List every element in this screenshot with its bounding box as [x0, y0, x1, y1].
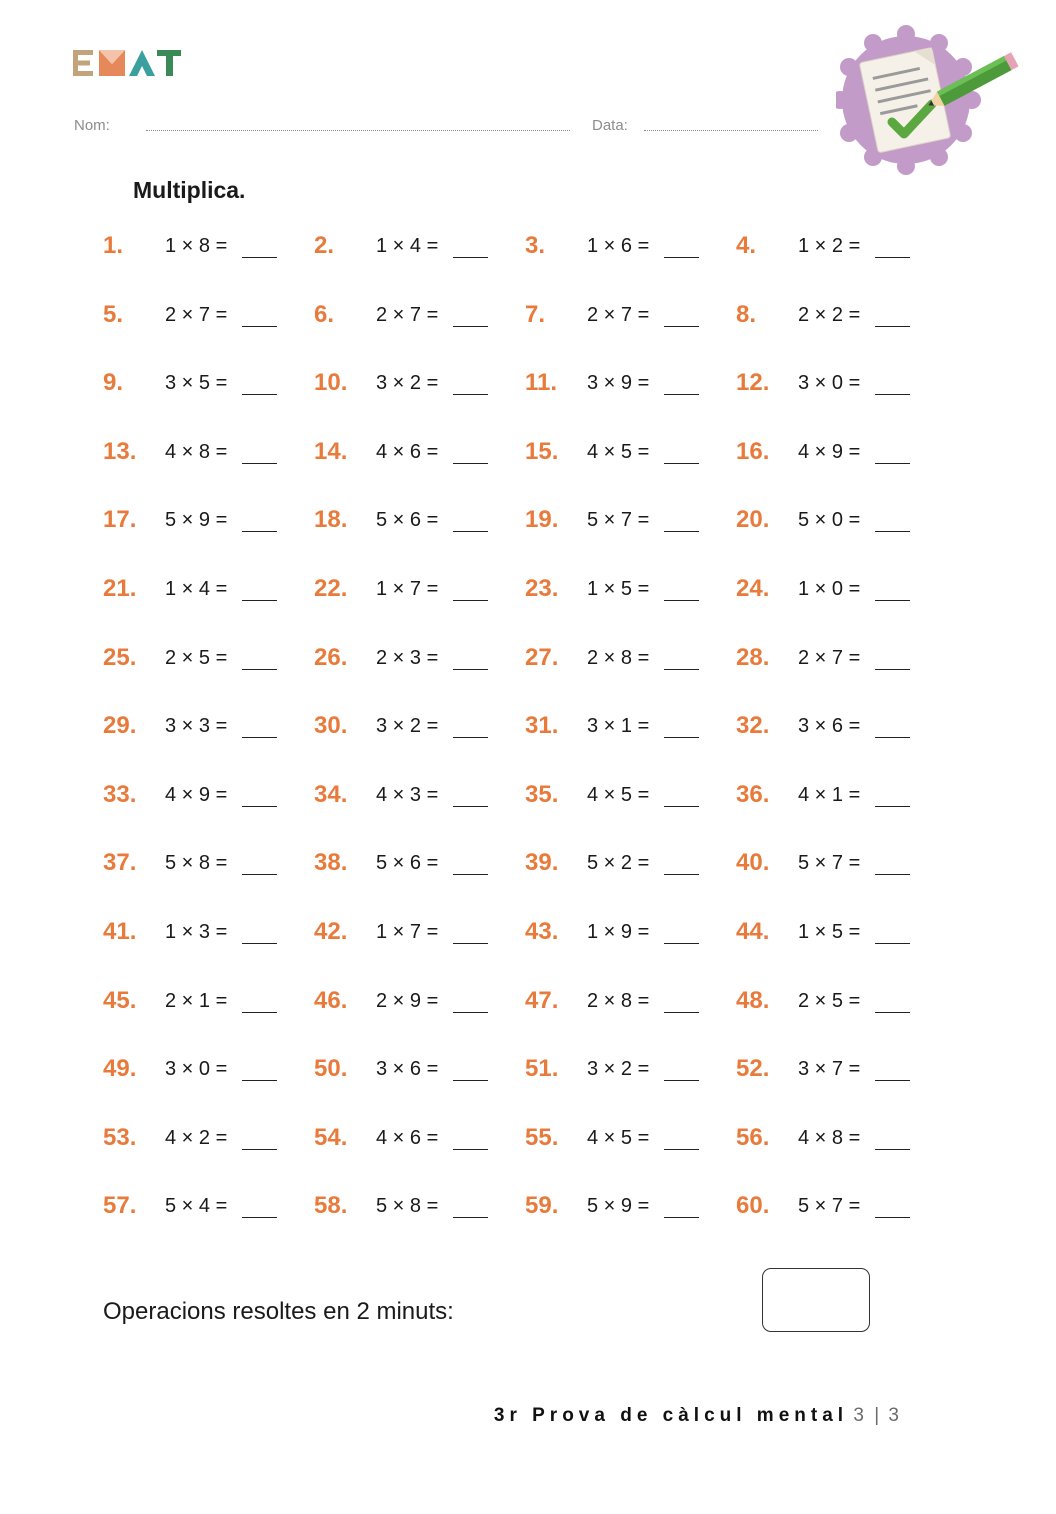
answer-blank[interactable]: [453, 1080, 488, 1081]
exercise-number: 15.: [525, 437, 559, 465]
exercise-number: 34.: [314, 780, 348, 808]
answer-blank[interactable]: [453, 1217, 488, 1218]
exercise-expression: 2 × 7 =: [376, 303, 439, 326]
exercise-number: 54.: [314, 1123, 348, 1151]
answer-blank[interactable]: [664, 531, 699, 532]
exercise-expression: 5 × 8 =: [376, 1195, 439, 1218]
exercise-expression: 2 × 2 =: [798, 303, 861, 326]
answer-blank[interactable]: [875, 806, 910, 807]
exercise-number: 48.: [736, 986, 770, 1014]
exercise-expression: 1 × 2 =: [798, 235, 861, 257]
exercise-number: 53.: [103, 1123, 137, 1151]
exercise-expression: 4 × 8 =: [798, 1126, 861, 1149]
exercise-number: 50.: [314, 1055, 348, 1083]
exercise-expression: 5 × 0 =: [798, 509, 861, 532]
answer-blank[interactable]: [875, 463, 910, 464]
exercise-number: 38.: [314, 849, 348, 877]
answer-blank[interactable]: [453, 326, 488, 327]
exercise-expression: 1 × 7 =: [376, 578, 439, 600]
exercise-number: 3.: [525, 232, 546, 259]
answer-blank[interactable]: [242, 669, 277, 670]
exercise-number: 22.: [314, 575, 348, 602]
exercise-number: 59.: [525, 1192, 559, 1220]
exercise-number: 44.: [736, 918, 770, 945]
exercise-expression: 2 × 1 =: [165, 989, 228, 1012]
answer-blank[interactable]: [453, 1012, 488, 1013]
exercise-number: 1.: [103, 232, 124, 259]
exercise-expression: 4 × 8 =: [165, 440, 228, 463]
answer-blank[interactable]: [242, 737, 277, 738]
exercise-number: 43.: [525, 918, 559, 945]
answer-blank[interactable]: [875, 1149, 910, 1150]
answer-blank[interactable]: [453, 737, 488, 738]
exercise-expression: 4 × 3 =: [376, 783, 439, 806]
answer-blank[interactable]: [242, 600, 277, 601]
exercise-expression: 4 × 9 =: [165, 783, 228, 806]
exercise-number: 9.: [103, 369, 124, 397]
page-separator: |: [874, 1405, 880, 1426]
answer-blank[interactable]: [242, 874, 277, 875]
exercise-number: 25.: [103, 643, 137, 671]
exercise-number: 2.: [314, 232, 335, 259]
answer-blank[interactable]: [664, 394, 699, 395]
answer-blank[interactable]: [242, 463, 277, 464]
answer-blank[interactable]: [453, 463, 488, 464]
answer-blank[interactable]: [664, 874, 699, 875]
exercise-expression: 2 × 8 =: [587, 646, 650, 669]
exercise-expression: 3 × 1 =: [587, 715, 650, 738]
page-number: 3: [853, 1405, 865, 1426]
answer-blank[interactable]: [242, 1217, 277, 1218]
exercise-expression: 2 × 3 =: [376, 646, 439, 669]
exercise-number: 55.: [525, 1123, 559, 1151]
exercise-expression: 1 × 5 =: [798, 921, 861, 943]
answer-blank[interactable]: [875, 394, 910, 395]
answer-blank[interactable]: [664, 806, 699, 807]
answer-blank[interactable]: [875, 531, 910, 532]
exercise-expression: 2 × 5 =: [165, 646, 228, 669]
exercise-number: 42.: [314, 918, 348, 945]
exercise-expression: 4 × 5 =: [587, 783, 650, 806]
exercise-number: 26.: [314, 643, 348, 671]
exercise-number: 49.: [103, 1055, 137, 1083]
exercise-number: 47.: [525, 986, 559, 1014]
exercise-expression: 5 × 7 =: [798, 852, 861, 875]
page-footer: [494, 1405, 899, 1427]
answer-blank[interactable]: [453, 806, 488, 807]
answer-blank[interactable]: [453, 394, 488, 395]
exercise-expression: 1 × 7 =: [376, 921, 439, 943]
exercise-expression: 3 × 0 =: [798, 372, 861, 395]
exercise-number: 27.: [525, 643, 559, 671]
exercise-expression: 3 × 7 =: [798, 1058, 861, 1081]
exercise-expression: 1 × 3 =: [165, 921, 228, 943]
answer-blank[interactable]: [875, 257, 910, 258]
exercise-expression: 1 × 4 =: [165, 578, 228, 600]
exercise-number: 56.: [736, 1123, 770, 1151]
exercise-number: 31.: [525, 712, 559, 740]
answer-blank[interactable]: [242, 1149, 277, 1150]
exercise-number: 28.: [736, 643, 770, 671]
exercise-expression: 2 × 5 =: [798, 989, 861, 1012]
answer-blank[interactable]: [664, 463, 699, 464]
exercise-expression: 2 × 9 =: [376, 989, 439, 1012]
answer-blank[interactable]: [242, 257, 277, 258]
answer-blank[interactable]: [875, 1080, 910, 1081]
exercise-number: 23.: [525, 575, 559, 602]
exercise-expression: 2 × 8 =: [587, 989, 650, 1012]
exercise-expression: 1 × 6 =: [587, 235, 650, 257]
exercise-number: 40.: [736, 849, 770, 877]
answer-blank[interactable]: [664, 1217, 699, 1218]
exercise-number: 6.: [314, 300, 335, 328]
exercise-expression: 4 × 9 =: [798, 440, 861, 463]
answer-blank[interactable]: [453, 257, 488, 258]
exercise-number: 21.: [103, 575, 137, 602]
exercise-number: 5.: [103, 300, 124, 328]
exercise-number: 46.: [314, 986, 348, 1014]
date-field[interactable]: [644, 130, 818, 131]
exercise-expression: 4 × 6 =: [376, 440, 439, 463]
answer-blank[interactable]: [664, 669, 699, 670]
exercise-expression: 4 × 6 =: [376, 1126, 439, 1149]
name-label: Nom:: [74, 117, 110, 134]
exercise-number: 57.: [103, 1192, 137, 1220]
exercise-number: 14.: [314, 437, 348, 465]
exercise-expression: 1 × 9 =: [587, 921, 650, 943]
answer-blank[interactable]: [664, 600, 699, 601]
exercise-expression: 2 × 7 =: [587, 303, 650, 326]
exercise-number: 20.: [736, 506, 770, 534]
exercise-expression: 3 × 5 =: [165, 372, 228, 395]
answer-blank[interactable]: [242, 1080, 277, 1081]
exercise-expression: 3 × 3 =: [165, 715, 228, 738]
exercise-expression: 3 × 6 =: [798, 715, 861, 738]
exercise-number: 11.: [525, 369, 558, 397]
exercise-expression: 3 × 6 =: [376, 1058, 439, 1081]
answer-blank[interactable]: [875, 737, 910, 738]
exercise-expression: 3 × 0 =: [165, 1058, 228, 1081]
page-total: 3: [888, 1405, 899, 1426]
exercise-number: 32.: [736, 712, 770, 740]
name-field[interactable]: [146, 130, 570, 131]
answer-blank[interactable]: [242, 326, 277, 327]
answer-blank[interactable]: [242, 806, 277, 807]
exercise-number: 8.: [736, 300, 757, 328]
exercise-number: 17.: [103, 506, 137, 534]
exercise-expression: 1 × 8 =: [165, 235, 228, 257]
answer-blank[interactable]: [664, 1149, 699, 1150]
date-label: Data:: [592, 117, 628, 134]
exercise-number: 24.: [736, 575, 770, 602]
resolved-label: Operacions resoltes en 2 minuts:: [103, 1298, 454, 1325]
exercise-expression: 2 × 7 =: [165, 303, 228, 326]
answer-blank[interactable]: [453, 531, 488, 532]
exercise-number: 12.: [736, 369, 770, 397]
answer-blank[interactable]: [664, 257, 699, 258]
exercise-number: 18.: [314, 506, 348, 534]
exercise-expression: 3 × 9 =: [587, 372, 650, 395]
exercise-number: 33.: [103, 780, 137, 808]
exercise-number: 58.: [314, 1192, 348, 1220]
answer-blank[interactable]: [242, 394, 277, 395]
footer-title: 3r Prova de càlcul mental: [493, 1405, 849, 1426]
answer-blank[interactable]: [875, 874, 910, 875]
exercise-expression: 5 × 6 =: [376, 509, 439, 532]
answer-blank[interactable]: [664, 326, 699, 327]
answer-blank[interactable]: [875, 600, 910, 601]
exercise-expression: 5 × 9 =: [587, 1195, 650, 1218]
exercise-number: 10.: [314, 369, 348, 397]
answer-blank[interactable]: [664, 1012, 699, 1013]
exercise-expression: 2 × 7 =: [798, 646, 861, 669]
exercise-number: 19.: [525, 506, 559, 534]
exercise-expression: 4 × 2 =: [165, 1126, 228, 1149]
answer-blank[interactable]: [875, 1217, 910, 1218]
exercise-expression: 3 × 2 =: [376, 372, 439, 395]
answer-blank[interactable]: [875, 1012, 910, 1013]
score-box[interactable]: [762, 1268, 870, 1332]
exercise-expression: 5 × 6 =: [376, 852, 439, 875]
answer-blank[interactable]: [453, 943, 488, 944]
exercise-number: 39.: [525, 849, 559, 877]
exercise-expression: 5 × 8 =: [165, 852, 228, 875]
answer-blank[interactable]: [453, 874, 488, 875]
exercise-number: 60.: [736, 1192, 770, 1220]
exercise-expression: 5 × 4 =: [165, 1195, 228, 1218]
exercise-expression: 1 × 5 =: [587, 578, 650, 600]
exercise-number: 52.: [736, 1055, 770, 1083]
exercise-number: 41.: [103, 918, 137, 945]
worksheet-check-icon: [836, 24, 1024, 176]
answer-blank[interactable]: [242, 531, 277, 532]
exercise-number: 36.: [736, 780, 770, 808]
exercise-expression: 5 × 9 =: [165, 509, 228, 532]
answer-blank[interactable]: [242, 1012, 277, 1013]
exercise-expression: 5 × 7 =: [798, 1195, 861, 1218]
answer-blank[interactable]: [453, 669, 488, 670]
exercise-number: 7.: [525, 300, 546, 328]
answer-blank[interactable]: [453, 600, 488, 601]
exercise-number: 30.: [314, 712, 348, 740]
exercise-expression: 3 × 2 =: [376, 715, 439, 738]
answer-blank[interactable]: [453, 1149, 488, 1150]
exercise-number: 13.: [103, 437, 137, 465]
exercise-number: 16.: [736, 437, 770, 465]
exercise-expression: 1 × 4 =: [376, 235, 439, 257]
exercise-expression: 3 × 2 =: [587, 1058, 650, 1081]
exercise-number: 51.: [525, 1055, 559, 1083]
exercise-number: 29.: [103, 712, 137, 740]
exercise-expression: 1 × 0 =: [798, 578, 861, 600]
exercise-expression: 5 × 7 =: [587, 509, 650, 532]
exercise-expression: 4 × 5 =: [587, 1126, 650, 1149]
exercise-number: 37.: [103, 849, 137, 877]
answer-blank[interactable]: [664, 943, 699, 944]
answer-blank[interactable]: [664, 737, 699, 738]
exercise-number: 35.: [525, 780, 559, 808]
exercise-number: 45.: [103, 986, 137, 1014]
answer-blank[interactable]: [875, 669, 910, 670]
emat-logo: [73, 48, 181, 78]
exercise-expression: 4 × 1 =: [798, 783, 861, 806]
answer-blank[interactable]: [875, 943, 910, 944]
exercise-expression: 4 × 5 =: [587, 440, 650, 463]
answer-blank[interactable]: [242, 943, 277, 944]
instruction-title: Multiplica.: [133, 177, 246, 203]
exercise-expression: 5 × 2 =: [587, 852, 650, 875]
exercise-number: 4.: [736, 232, 757, 259]
emat-logo-graphic: [73, 48, 181, 78]
answer-blank[interactable]: [875, 326, 910, 327]
answer-blank[interactable]: [664, 1080, 699, 1081]
